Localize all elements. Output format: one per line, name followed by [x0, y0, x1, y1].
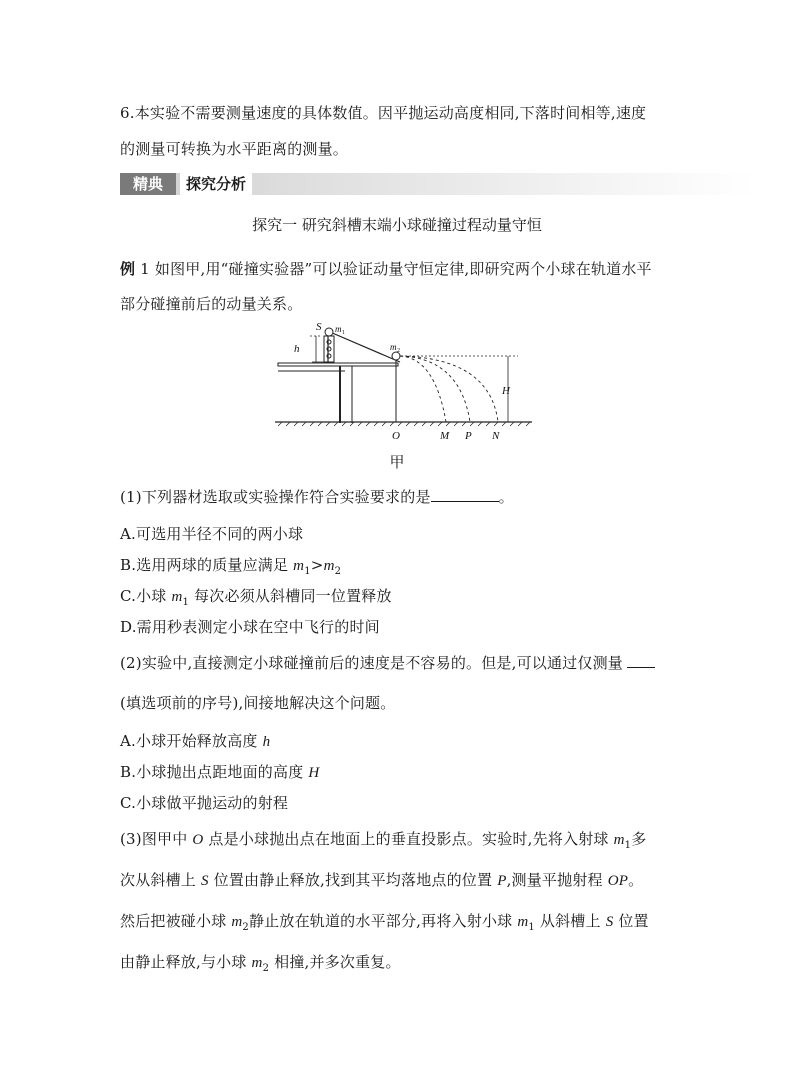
collision-apparatus-diagram	[270, 318, 535, 448]
q1-option-b	[120, 554, 341, 577]
q1-option-b-var: m	[293, 558, 305, 574]
q3-var-m: m	[231, 914, 243, 930]
q3-text: 位置由静止释放,找到其平均落地点的位置	[208, 871, 498, 889]
q1-stem-text: (1)下列器材选取或实验操作符合实验要求的是	[120, 488, 431, 506]
q3-var-S: S	[200, 873, 209, 889]
q1-option-a: A.可选用半径不同的两小球	[120, 525, 304, 543]
q1-option-b-gt: >	[310, 556, 324, 574]
q1-option-c-post: 每次必须从斜槽同一位置释放	[189, 587, 392, 605]
label-h: h	[294, 343, 300, 355]
example-line-1	[120, 258, 652, 279]
q1-option-c	[120, 585, 392, 608]
q3-line-4	[120, 951, 401, 974]
q3-var-S: S	[605, 914, 614, 930]
section-title: 探究一 研究斜槽末端小球碰撞过程动量守恒	[252, 216, 542, 234]
q3-var-m: m	[517, 914, 529, 930]
q3-var-m: m	[251, 955, 263, 971]
banner-tag: 精典	[120, 173, 176, 195]
q3-sub: 2	[262, 963, 270, 974]
q2-option-c: C.小球做平抛运动的射程	[120, 794, 289, 812]
q3-var-O: O	[192, 832, 204, 848]
q3-var-m: m	[613, 832, 625, 848]
label-N: N	[492, 430, 500, 442]
ball-m1	[325, 328, 333, 336]
q3-text: 点是小球抛出点在地面上的垂直投影点。实验时,先将入射球	[203, 830, 614, 848]
label-H: H	[502, 385, 510, 397]
label-m1-sub: 1	[342, 330, 345, 336]
q3-text: 从斜槽上	[534, 912, 606, 930]
q3-text: 然后把被碰小球	[120, 912, 232, 930]
q3-text: 静止放在轨道的水平部分,再将入射小球	[248, 912, 518, 930]
q1-stem	[120, 486, 514, 507]
q1-stem-end: 。	[498, 488, 514, 506]
label-m2: m	[390, 342, 397, 352]
example-line-2: 部分碰撞前后的动量关系。	[120, 295, 303, 313]
label-m1: m	[335, 324, 342, 334]
q1-option-d: D.需用秒表测定小球在空中飞行的时间	[120, 618, 380, 636]
q1-option-b-text: B.选用两球的质量应满足	[120, 556, 294, 574]
trajectory-N	[400, 356, 498, 422]
q2-option-a-var: h	[262, 734, 271, 750]
banner-title: 探究分析	[180, 173, 252, 195]
label-m2-sub: 2	[397, 348, 400, 354]
q3-var-OP: OP	[607, 873, 629, 889]
q1-option-b-sub1: 1	[304, 566, 311, 577]
q1-answer-blank[interactable]	[431, 487, 499, 502]
q3-sub: 2	[242, 922, 249, 933]
q3-text: 多	[631, 830, 647, 848]
q3-text: 由静止释放,与小球	[120, 953, 252, 971]
q3-line-3	[120, 910, 649, 933]
banner-stripe	[270, 175, 754, 193]
label-S: S	[316, 321, 322, 333]
q1-option-c-pre: C.小球	[120, 587, 172, 605]
q1-option-b-var2: m	[323, 558, 335, 574]
q2-line-1-text: (2)实验中,直接测定小球碰撞前后的速度是不容易的。但是,可以通过仅测量	[120, 654, 623, 672]
section-banner	[120, 173, 754, 195]
label-M: M	[440, 430, 450, 442]
q3-var-P: P	[497, 873, 507, 889]
figure-caption: 甲	[389, 453, 405, 471]
q1-option-c-sub: 1	[182, 597, 190, 608]
ground-hatch	[278, 422, 530, 426]
q2-option-a-text: A.小球开始释放高度	[120, 732, 263, 750]
q2-option-b-var: H	[308, 765, 320, 781]
intro-line-1: 6.本实验不需要测量速度的具体数值。因平抛运动高度相同,下落时间相等,速度	[120, 104, 647, 122]
q3-text: ,测量平抛射程	[506, 871, 608, 889]
q2-option-b-text: B.小球抛出点距地面的高度	[120, 763, 309, 781]
q3-text: 次从斜槽上	[120, 871, 201, 889]
intro-line-2: 的测量可转换为水平距离的测量。	[120, 140, 349, 158]
q2-line-1	[120, 652, 655, 673]
example-label: 例	[120, 260, 136, 278]
trajectory-M	[400, 356, 446, 422]
q2-line-2: (填选项前的序号),间接地解决这个问题。	[120, 694, 396, 712]
trajectory-P	[400, 356, 470, 422]
q3-text: 相撞,并多次重复。	[269, 953, 401, 971]
q3-text: 。	[628, 871, 644, 889]
label-P: P	[465, 430, 472, 442]
example-text: 1 如图甲,用“碰撞实验器”可以验证动量守恒定律,即研究两个小球在轨道水平	[135, 260, 652, 278]
q3-text: 位置	[613, 912, 649, 930]
q3-line-1	[120, 828, 646, 851]
q1-option-c-var: m	[171, 589, 183, 605]
q3-line-2	[120, 869, 643, 890]
q3-text: (3)图甲中	[120, 830, 193, 848]
q3-sub: 1	[528, 922, 535, 933]
q2-answer-blank[interactable]	[627, 653, 655, 668]
q1-option-b-sub2: 2	[334, 566, 342, 577]
q3-sub: 1	[624, 840, 632, 851]
q2-option-a	[120, 730, 270, 751]
label-O: O	[392, 430, 400, 442]
q2-option-b	[120, 761, 319, 782]
